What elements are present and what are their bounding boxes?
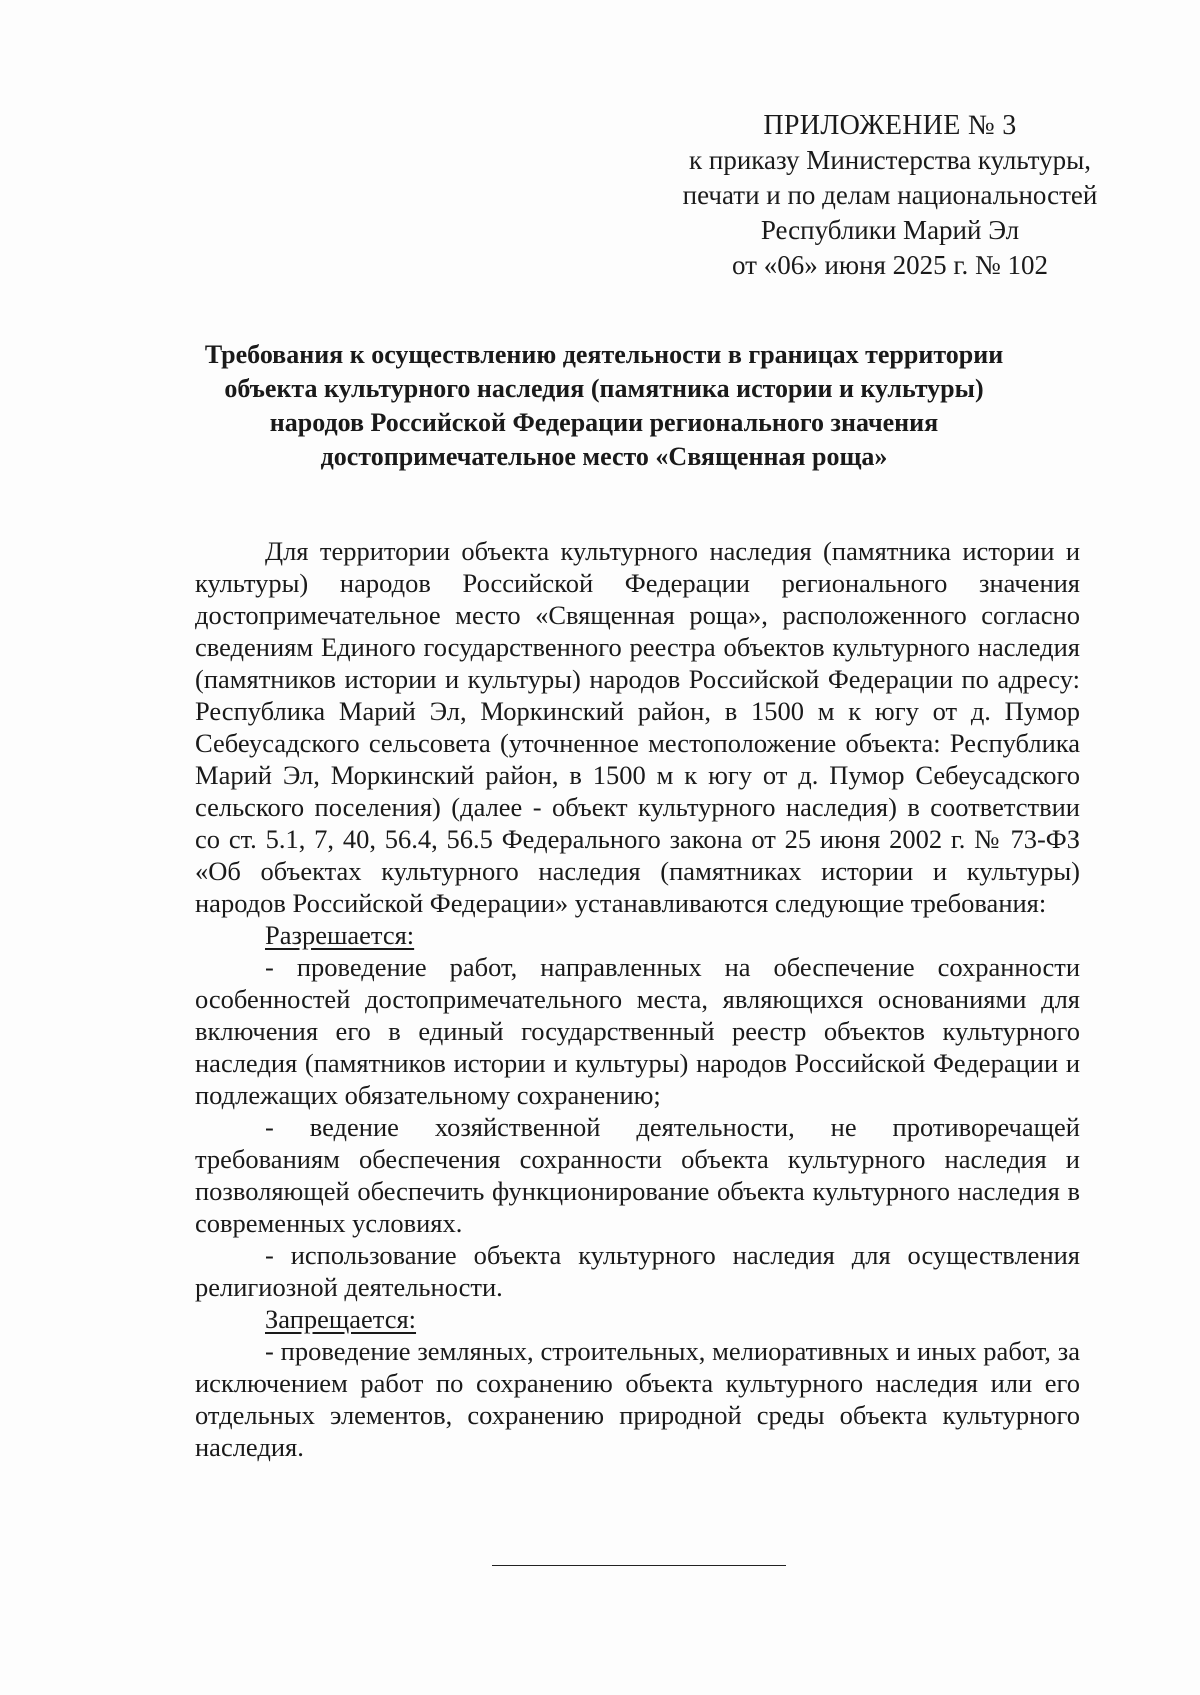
title-line: народов Российской Федерации регионального значения (269, 408, 939, 437)
title-line: Требования к осуществлению деятельности в границах территории (204, 340, 1004, 369)
forbidden-item: - проведение земляных, строительных, мелиоративных и иных работ, за исключением работ по сохранению объекта культурного наследия или его отдельных элементов, сохранению природной среды объекта культурного наследия. (195, 1336, 1080, 1462)
annex-line: Республики Марий Эл (760, 215, 1020, 245)
annex-title: ПРИЛОЖЕНИЕ № 3 (763, 110, 1017, 141)
allowed-item: - ведение хозяйственной деятельности, не противоречащей требованиям обеспечения сохранности объекта культурного наследия и позволяющей обеспечить функционирование объекта культурного наследия в современных условиях. (195, 1112, 1080, 1238)
closing-divider (492, 1565, 786, 1566)
allowed-heading: Разрешается: (265, 920, 415, 950)
title-line: достопримечательное место «Священная роща» (320, 442, 888, 471)
intro-paragraph: Для территории объекта культурного наследия (памятника истории и культуры) народов Российской Федерации регионального значения достопримечательное место «Священная роща», расположенного согласно сведениям Единого государственного реестра объектов культурного наследия (памятников истории и культуры) народов Российской Федерации по адресу: Республика Марий Эл, Моркинский район, в 1500 м к югу от д. Пумор Себеусадского сельсовета (уточненное местоположение объекта: Республика Марий Эл, Моркинский район, в 1500 м к югу от д. Пумор Себеусадского сельского поселения) (далее - объект культурного наследия) в соответствии со ст. 5.1, 7, 40, 56.4, 56.5 Федерального закона от 25 июня 2002 г. № 73-ФЗ «Об объектах культурного наследия (памятниках истории и культуры) народов Российской Федерации» устанавливаются следующие требования: (195, 536, 1080, 918)
annex-header (640, 108, 1140, 283)
forbidden-heading: Запрещается: (265, 1304, 417, 1334)
title-line: объекта культурного наследия (памятника истории и культуры) (224, 374, 984, 403)
allowed-item: - использование объекта культурного наследия для осуществления религиозной деятельности. (195, 1240, 1080, 1302)
document-body (195, 535, 1080, 1463)
allowed-item: - проведение работ, направленных на обеспечение сохранности особенностей достопримечательного места, являющихся основаниями для включения его в единый государственный реестр объектов культурного наследия (памятников истории и культуры) народов Российской Федерации и подлежащих обязательному сохранению; (195, 952, 1080, 1110)
annex-line: к приказу Министерства культуры, (689, 145, 1091, 175)
annex-line: печати и по делам национальностей (682, 180, 1098, 210)
annex-order-date: от «06» июня 2025 г. № 102 (732, 250, 1048, 280)
document-title (160, 338, 1048, 474)
